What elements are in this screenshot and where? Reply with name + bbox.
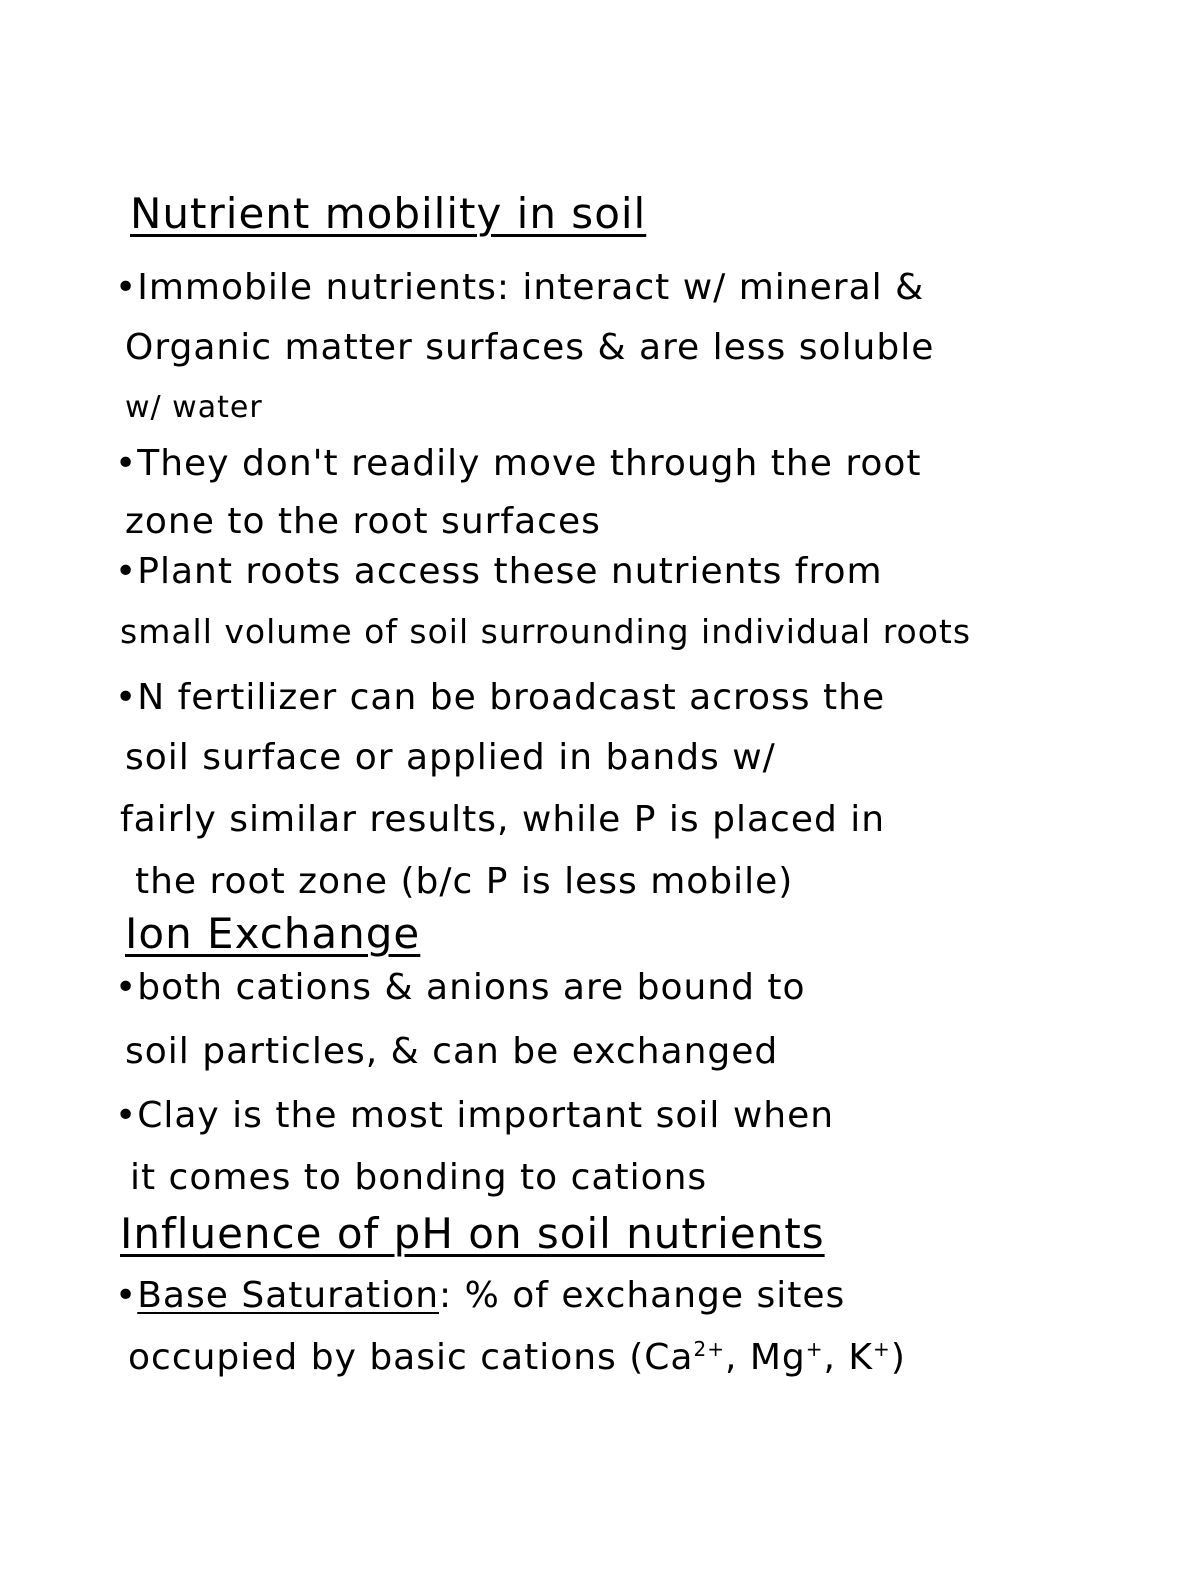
cations-prefix: occupied by basic cations (Ca [128,1337,694,1378]
mg-label: , Mg [724,1337,806,1378]
note-line: small volume of soil surrounding individual roots [120,612,972,651]
k-label: , K [823,1337,874,1378]
note-line: •N fertilizer can be broadcast across the [115,677,886,718]
note-line: the root zone (b/c P is less mobile) [135,861,794,902]
note-line: •Immobile nutrients: interact w/ mineral & [115,267,925,308]
page-title: Nutrient mobility in soil [130,189,647,238]
note-line: w/ water [125,390,263,425]
note-line: it comes to bonding to cations [130,1157,708,1198]
closing-paren: ) [890,1337,906,1378]
note-line: •They don't readily move through the root [115,443,922,484]
note-line: fairly similar results, while P is placed in [120,799,886,840]
note-line: Organic matter surfaces & are less soluble [125,327,935,368]
note-line: soil surface or applied in bands w/ [125,737,776,778]
k-charge: + [873,1337,891,1361]
note-line: zone to the root surfaces [125,501,601,542]
basic-cations-line [128,1336,906,1380]
section-heading-ion-exchange: Ion Exchange [125,909,421,958]
base-saturation-definition [115,1274,845,1318]
note-line: •Clay is the most important soil when [115,1095,835,1136]
note-line: •both cations & anions are bound to [115,967,806,1008]
mg-charge: + [805,1337,824,1361]
base-saturation-term: Base Saturation [137,1275,440,1316]
note-line: soil particles, & can be exchanged [125,1031,779,1072]
bullet: • [115,1275,138,1316]
ca-charge: 2+ [693,1337,725,1361]
base-saturation-definition-text: : % of exchange sites [439,1275,846,1316]
note-line: •Plant roots access these nutrients from [115,551,883,592]
section-heading-ph-influence: Influence of pH on soil nutrients [120,1209,825,1258]
